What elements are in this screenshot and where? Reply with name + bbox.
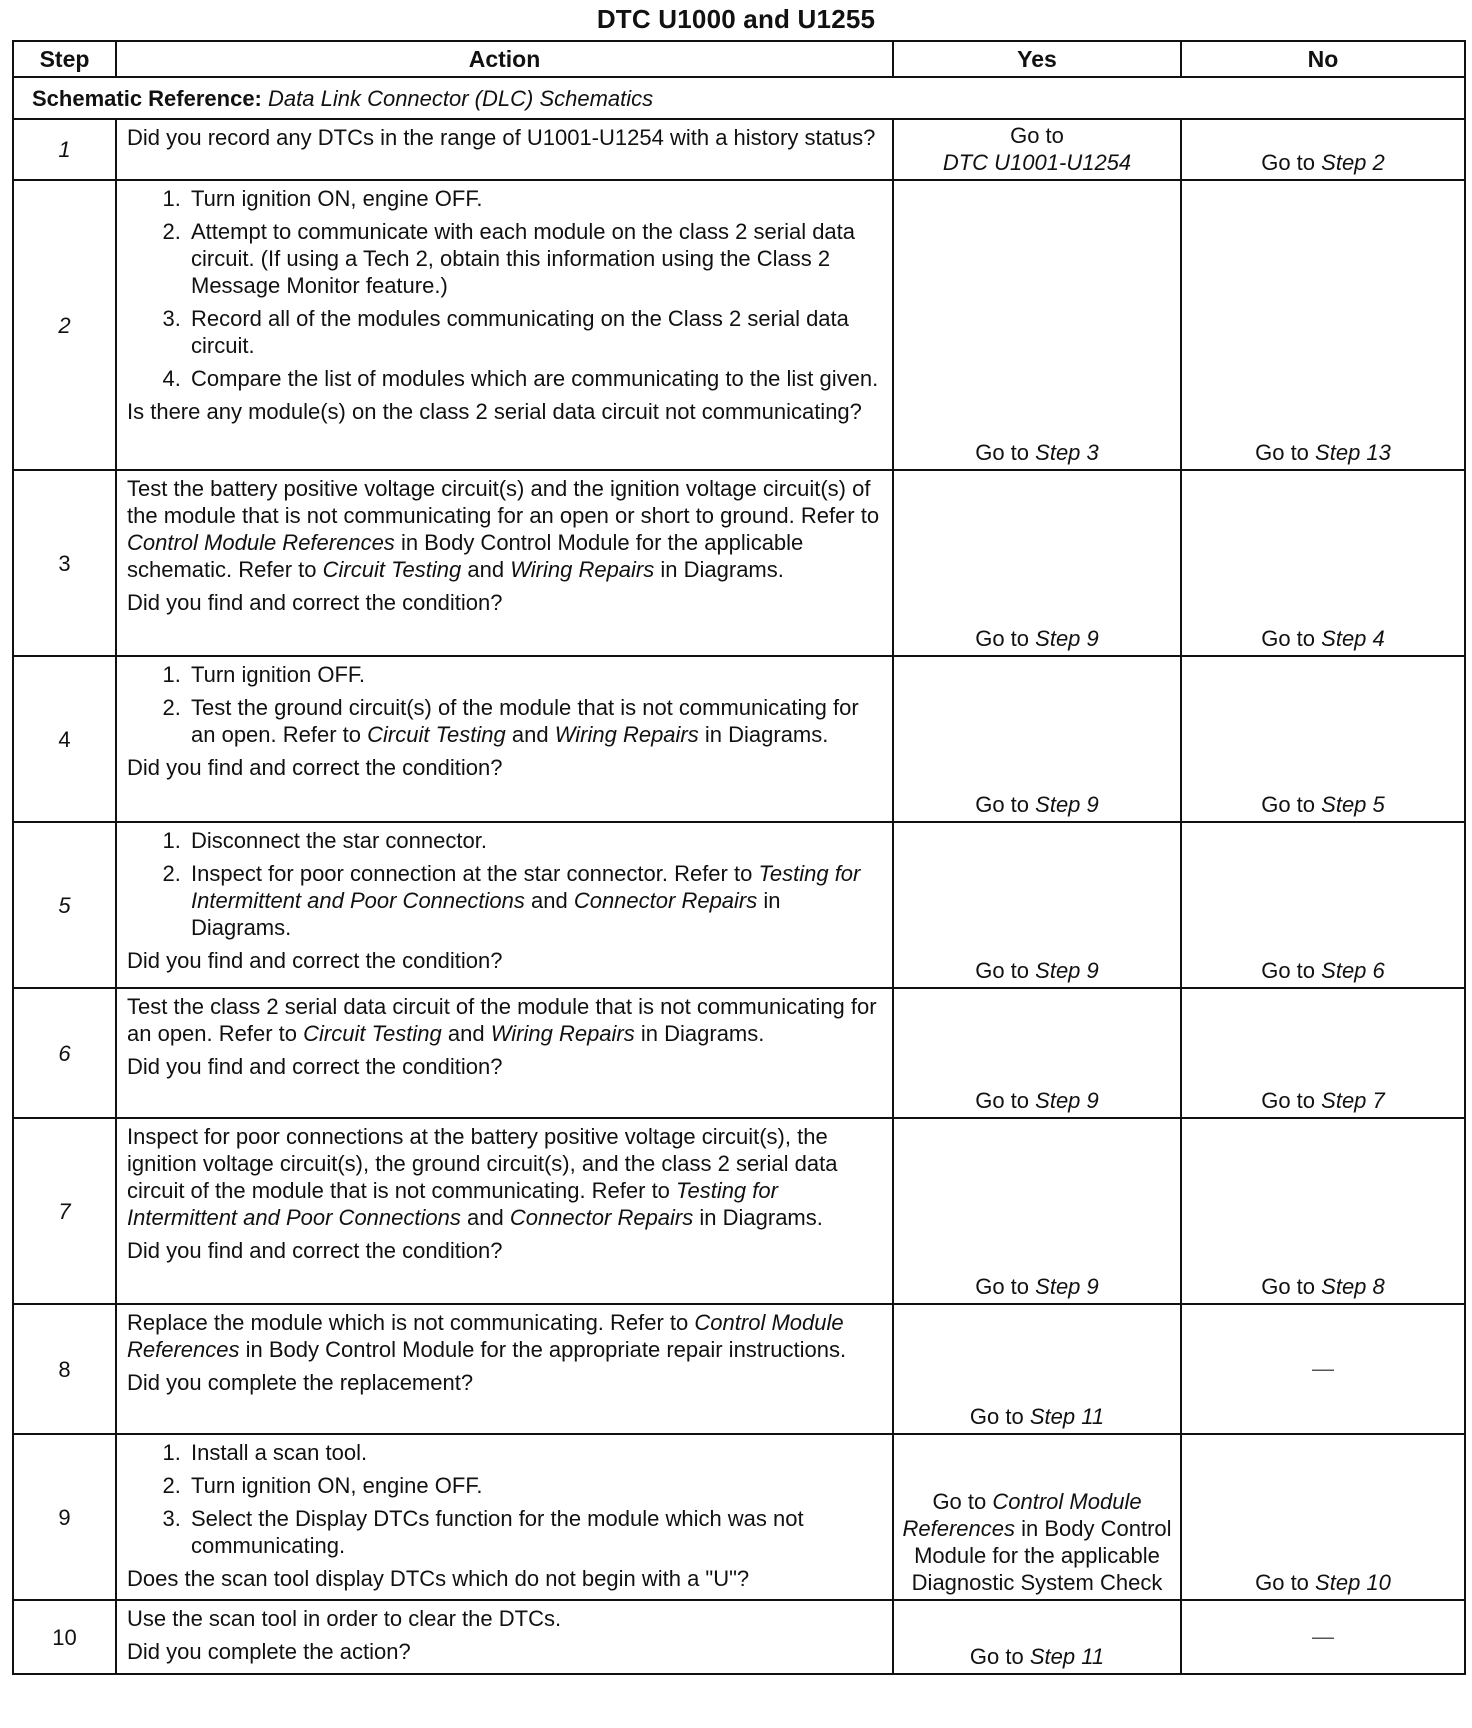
action-cell [116, 656, 893, 822]
no-cell [1181, 119, 1465, 180]
text-run: in Body Control Module for the appropriate repair instructions. [245, 1337, 847, 1362]
step-number: 4 [13, 656, 116, 822]
action-question: Did you find and correct the condition? [127, 1238, 503, 1263]
yes-link: Control Module References [902, 1489, 1142, 1541]
step-number: 8 [13, 1304, 116, 1434]
yes-text: Go to [975, 626, 1030, 651]
yes-cell [893, 119, 1181, 180]
list-item: 3. Record all of the modules communicating on the Class 2 serial data circuit. [187, 305, 884, 359]
text-run: Inspect for poor connection at the star connector. Refer to [191, 861, 753, 886]
action-text [127, 1309, 884, 1363]
action-cell [116, 1118, 893, 1304]
yes-text: Go to [975, 792, 1030, 817]
reference-link: Wiring Repairs [510, 557, 655, 582]
action-question: Is there any module(s) on the class 2 serial data circuit not communicating? [127, 399, 862, 424]
no-link: Step 6 [1321, 958, 1385, 983]
header-yes: Yes [893, 41, 1181, 77]
reference-link: Circuit Testing [322, 557, 462, 582]
table-row [13, 119, 1465, 180]
schematic-label: Schematic Reference: [32, 85, 262, 111]
text-run: in Diagrams. [660, 557, 784, 582]
no-text: Go to [1261, 150, 1316, 175]
yes-link: Step 11 [1029, 1404, 1105, 1429]
list-item: 1. Disconnect the star connector. [187, 827, 884, 854]
no-link: Step 2 [1321, 150, 1385, 175]
list-item: 2. Attempt to communicate with each module on the class 2 serial data circuit. (If using a Tech 2, obtain this information using the Class 2 Message Monitor feature.) [187, 218, 884, 299]
reference-link: Wiring Repairs [554, 722, 699, 747]
action-question: Did you complete the action? [127, 1639, 411, 1664]
no-text: Go to [1255, 1570, 1309, 1595]
table-row [13, 1118, 1465, 1304]
yes-link: Step 9 [1035, 1088, 1099, 1113]
yes-link: DTC U1001-U1254 [942, 150, 1132, 175]
action-cell [116, 180, 893, 470]
yes-text: Go to [975, 1274, 1030, 1299]
action-text [127, 993, 884, 1047]
list-item: 2. Turn ignition ON, engine OFF. [187, 1472, 884, 1499]
action-cell [116, 470, 893, 656]
schematic-reference-row [13, 77, 1465, 119]
schematic-reference [13, 77, 1465, 119]
yes-text: in Body Control Module for the applicable Diagnostic System Check [911, 1516, 1172, 1595]
reference-link: Control Module References [127, 530, 395, 555]
yes-cell [893, 656, 1181, 822]
yes-text: Go to [1010, 123, 1064, 148]
yes-text: Go to [975, 440, 1030, 465]
reference-link: Wiring Repairs [490, 1021, 635, 1046]
text-run: Test the class 2 serial data circuit of the module that is not communicating for an open. Refer to [127, 994, 877, 1046]
action-question: Did you find and correct the condition? [127, 755, 503, 780]
action-cell [116, 1304, 893, 1434]
no-link: Step 10 [1315, 1570, 1391, 1595]
list-item: 3. Select the Display DTCs function for the module which was not communicating. [187, 1505, 884, 1559]
yes-cell [893, 1600, 1181, 1674]
no-cell [1181, 988, 1465, 1118]
table-row [13, 470, 1465, 656]
no-text: Go to [1261, 958, 1316, 983]
yes-link: Step 9 [1035, 792, 1099, 817]
action-cell [116, 822, 893, 988]
text-run: and [511, 722, 549, 747]
no-cell [1181, 656, 1465, 822]
no-text: Go to [1255, 440, 1309, 465]
no-link: Step 5 [1321, 792, 1385, 817]
text-run: and [466, 1205, 504, 1230]
no-cell [1181, 1118, 1465, 1304]
step-number: 3 [13, 470, 116, 656]
reference-link: Circuit Testing [367, 722, 506, 747]
list-item: 1. Install a scan tool. [187, 1439, 884, 1466]
text-run: in Diagrams. [699, 1205, 823, 1230]
action-list [127, 1439, 884, 1559]
yes-link: Step 3 [1035, 440, 1099, 465]
action-cell [116, 988, 893, 1118]
action-question: Did you complete the replacement? [127, 1370, 474, 1395]
text-run: in Diagrams. [640, 1021, 765, 1046]
no-cell [1181, 1434, 1465, 1600]
yes-text: Go to [975, 958, 1030, 983]
no-text: Go to [1261, 1088, 1316, 1113]
table-row [13, 988, 1465, 1118]
no-cell [1181, 1600, 1465, 1674]
text-run: Replace the module which is not communicating. Refer to [127, 1310, 689, 1335]
yes-cell [893, 822, 1181, 988]
action-text: Did you record any DTCs in the range of U1001-U1254 with a history status? [127, 125, 876, 150]
no-cell [1181, 180, 1465, 470]
table-row [13, 1434, 1465, 1600]
text-run: in Diagrams. [191, 888, 781, 940]
yes-cell [893, 1434, 1181, 1600]
table-row [13, 822, 1465, 988]
no-text: Go to [1261, 792, 1316, 817]
page-title: DTC U1000 and U1255 [596, 4, 876, 34]
reference-link: Testing for Intermittent and Poor Connections [191, 861, 861, 913]
step-number: 6 [13, 988, 116, 1118]
list-item [187, 860, 884, 941]
action-cell [116, 1600, 893, 1674]
schematic-link: Data Link Connector (DLC) Schematics [268, 85, 654, 111]
list-item: 4. Compare the list of modules which are communicating to the list given. [187, 365, 884, 392]
table-row [13, 180, 1465, 470]
action-question: Did you find and correct the condition? [127, 1054, 503, 1079]
list-item: 1. Turn ignition ON, engine OFF. [187, 185, 884, 212]
text-run: Test the battery positive voltage circuit(s) and the ignition voltage circuit(s) of the module that is not communicating for an open or short to ground. Refer to [127, 476, 880, 528]
yes-cell [893, 988, 1181, 1118]
action-text: Use the scan tool in order to clear the DTCs. [127, 1606, 562, 1631]
text-run: and [447, 1021, 485, 1046]
step-number: 10 [13, 1600, 116, 1674]
text-run: and [467, 557, 505, 582]
header-action: Action [116, 41, 893, 77]
no-text: Go to [1261, 1274, 1316, 1299]
header-no: No [1181, 41, 1465, 77]
no-text: — [1312, 1624, 1334, 1649]
yes-link: Step 11 [1029, 1644, 1105, 1669]
step-number: 1 [13, 119, 116, 180]
text-run: Test the ground circuit(s) of the module that is not communicating for an open. Refer to [191, 695, 859, 747]
no-link: Step 13 [1315, 440, 1391, 465]
step-number: 7 [13, 1118, 116, 1304]
action-list [127, 827, 884, 941]
yes-link: Step 9 [1035, 958, 1099, 983]
no-text: — [1312, 1356, 1334, 1381]
list-item: 1. Turn ignition OFF. [187, 661, 884, 688]
no-link: Step 8 [1321, 1274, 1385, 1299]
diagnostic-table [12, 40, 1466, 1675]
yes-cell [893, 1304, 1181, 1434]
no-link: Step 4 [1321, 626, 1385, 651]
no-cell [1181, 1304, 1465, 1434]
yes-text: Go to [975, 1088, 1030, 1113]
table-row [13, 656, 1465, 822]
yes-link: Step 9 [1035, 626, 1099, 651]
yes-text: Go to [932, 1489, 987, 1514]
yes-text: Go to [969, 1644, 1024, 1669]
action-question: Did you find and correct the condition? [127, 948, 503, 973]
no-text: Go to [1261, 626, 1316, 651]
step-number: 2 [13, 180, 116, 470]
reference-link: Circuit Testing [303, 1021, 442, 1046]
step-number: 9 [13, 1434, 116, 1600]
yes-cell [893, 470, 1181, 656]
list-item [187, 694, 884, 748]
no-cell [1181, 470, 1465, 656]
yes-link: Step 9 [1035, 1274, 1099, 1299]
action-cell [116, 1434, 893, 1600]
text-run: in Body Control Module for the applicable schematic. Refer to [127, 530, 804, 582]
no-cell [1181, 822, 1465, 988]
reference-link: Connector Repairs [509, 1205, 694, 1230]
step-number: 5 [13, 822, 116, 988]
yes-cell [893, 1118, 1181, 1304]
table-row [13, 1600, 1465, 1674]
reference-link: Control Module References [127, 1310, 844, 1362]
action-cell [116, 119, 893, 180]
no-link: Step 7 [1321, 1088, 1385, 1113]
action-question: Does the scan tool display DTCs which do not begin with a "U"? [127, 1566, 750, 1591]
action-text [127, 475, 884, 583]
text-run: and [530, 888, 568, 913]
header-row [13, 41, 1465, 77]
action-question: Did you find and correct the condition? [127, 590, 503, 615]
text-run: Inspect for poor connections at the battery positive voltage circuit(s), the ignition voltage circuit(s), the ground circuit(s), and the class 2 serial data circuit of the module that is not communicating. Refer to [127, 1124, 838, 1203]
table-row [13, 1304, 1465, 1434]
header-step: Step [13, 41, 116, 77]
action-list [127, 185, 884, 392]
action-list [127, 661, 884, 748]
yes-cell [893, 180, 1181, 470]
reference-link: Connector Repairs [573, 888, 758, 913]
yes-text: Go to [969, 1404, 1024, 1429]
action-text [127, 1123, 884, 1231]
reference-link: Testing for Intermittent and Poor Connections [127, 1178, 778, 1230]
text-run: in Diagrams. [704, 722, 829, 747]
